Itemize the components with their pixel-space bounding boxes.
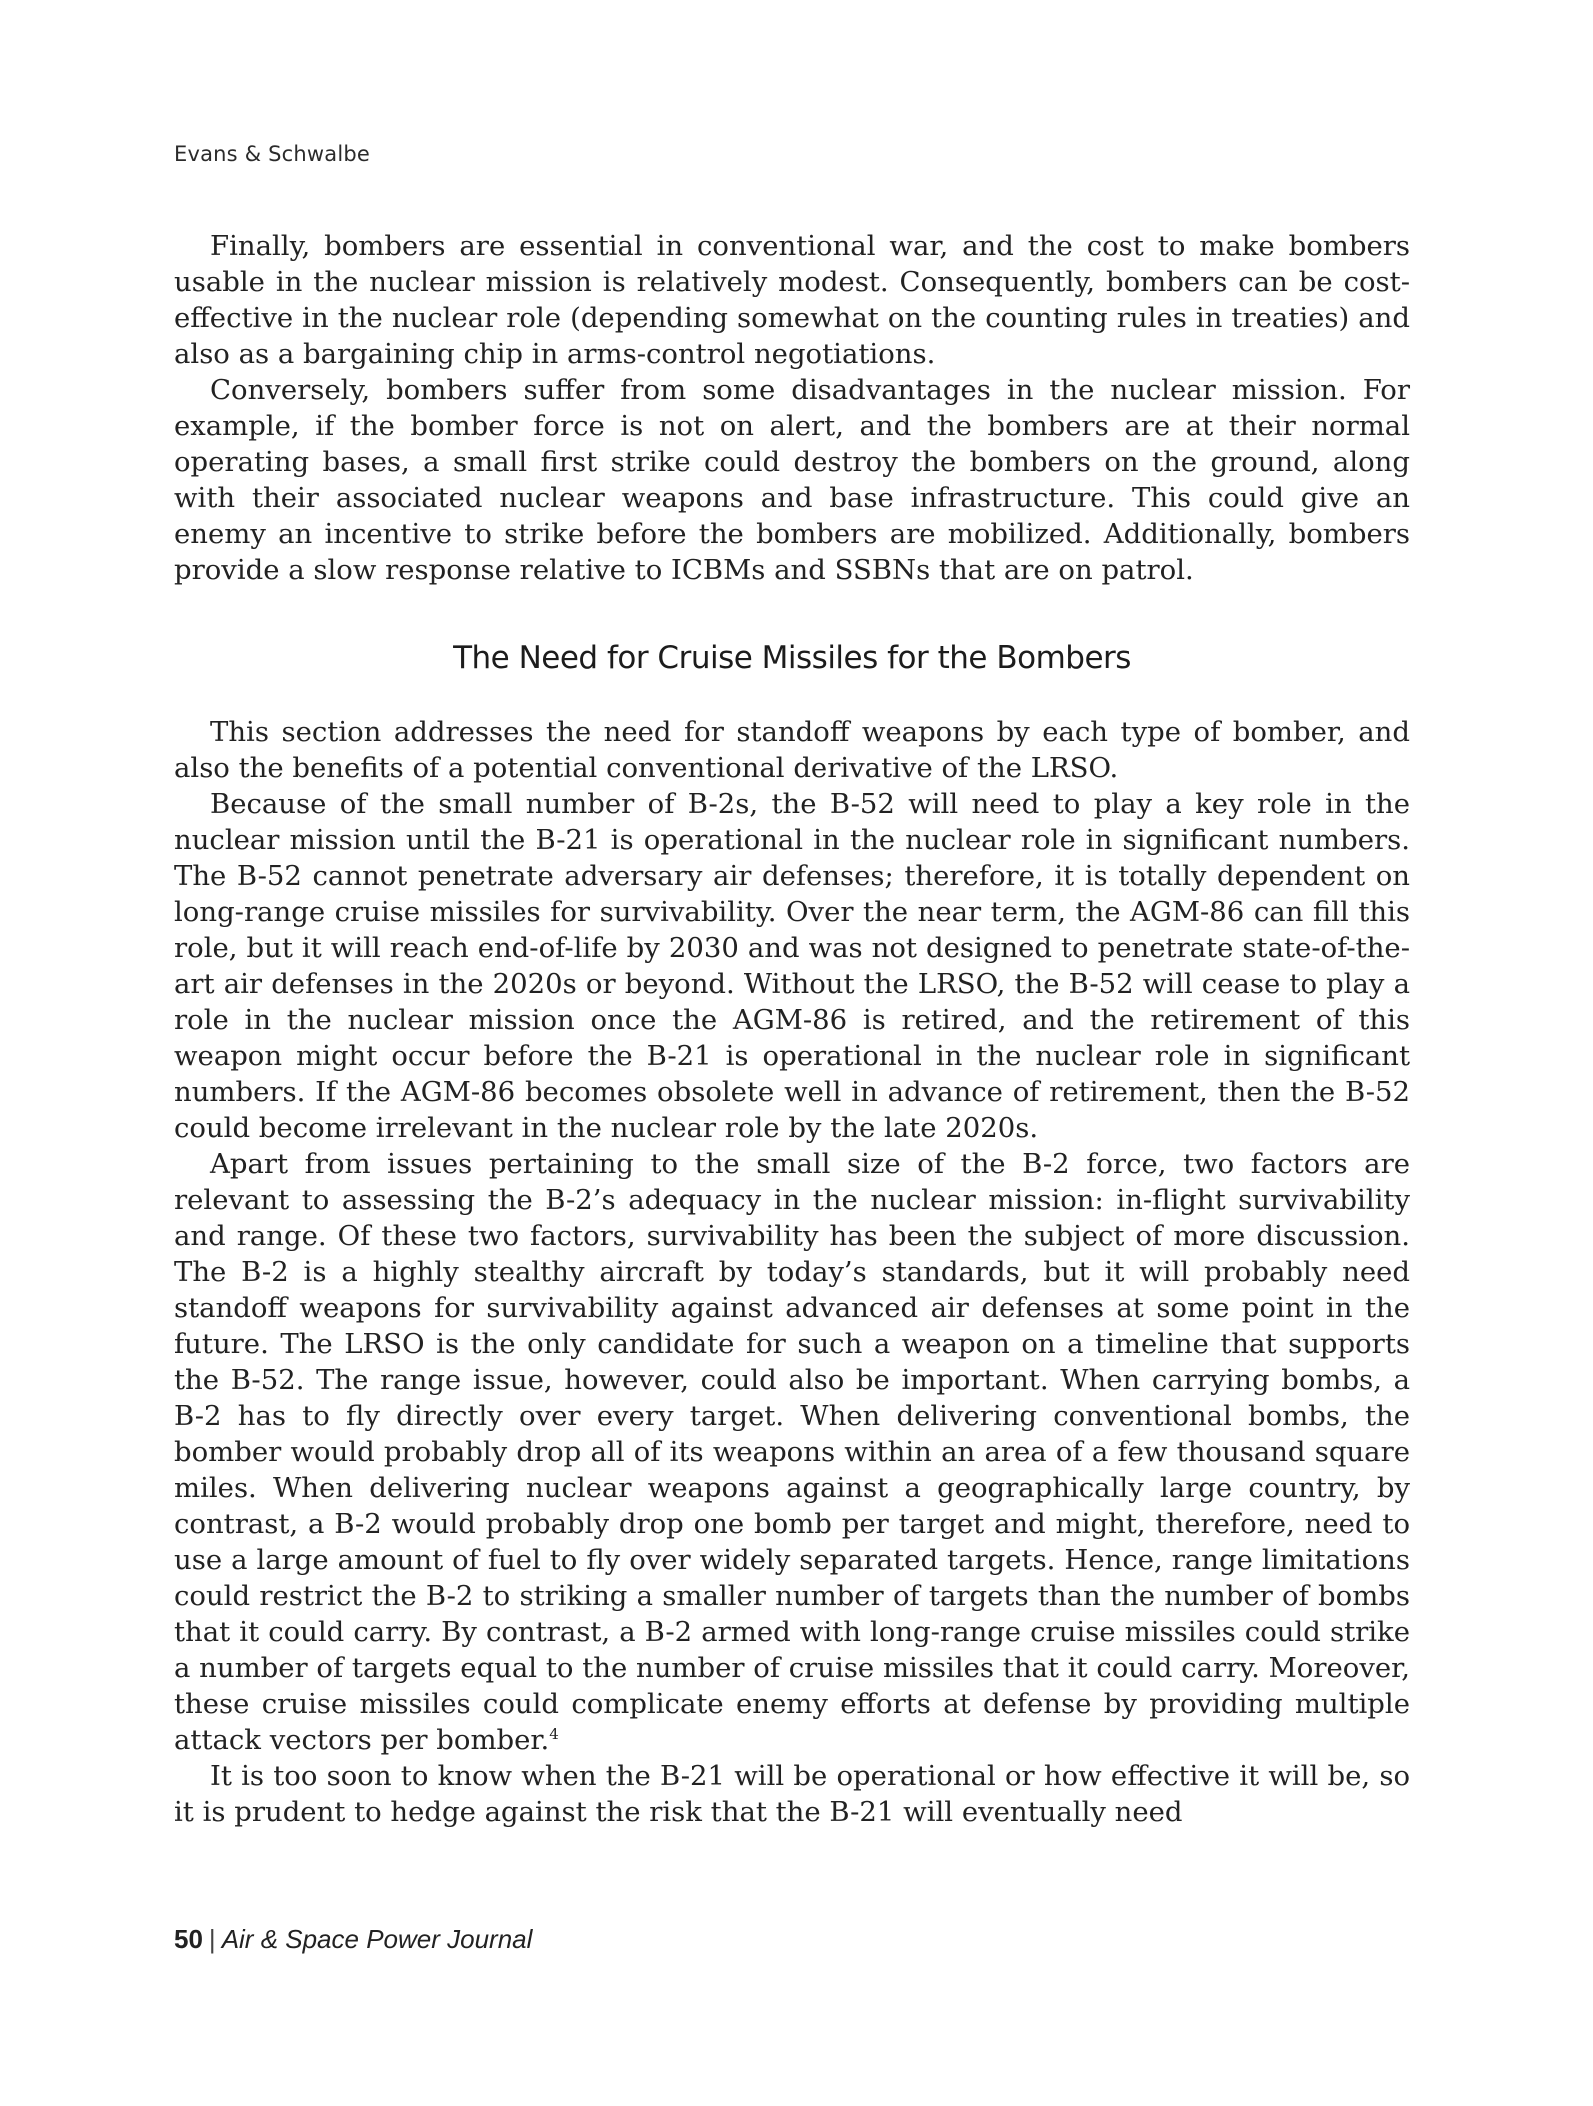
paragraph: This section addresses the need for standoff weapons by each type of bomber, and also the benefits of a potential conventional derivative of the LRSO.	[174, 716, 1410, 784]
paragraph: Finally, bombers are essential in conventional war, and the cost to make bombers usable in the nuclear mission is relatively modest. Consequently, bombers can be cost-effective in the nuclear role (depending somewhat on the counting rules in treaties) and also as a bargaining chip in arms-control negotiations.	[174, 230, 1410, 370]
page-number: 50	[174, 1924, 203, 1954]
paragraph: It is too soon to know when the B-21 will be operational or how effective it will be, so it is prudent to hedge against the risk that the B-21 will eventually need	[174, 1760, 1410, 1828]
paragraph: Because of the small number of B-2s, the B-52 will need to play a key role in the nuclear mission until the B-21 is operational in the nuclear role in significant numbers. The B-52 cannot penetrate adversary air defenses; therefore, it is totally dependent on long-range cruise missiles for survivability. Over the near term, the AGM-86 can fill this role, but it will reach end-of-life by 2030 and was not designed to penetrate state-of-the-art air defenses in the 2020s or beyond. Without the LRSO, the B-52 will cease to play a role in the nuclear mission once the AGM-86 is retired, and the retirement of this weapon might occur before the B-21 is operational in the nuclear role in significant numbers. If the AGM-86 becomes obsolete well in advance of retirement, then the B-52 could become irrelevant in the nuclear role by the late 2020s.	[174, 788, 1410, 1144]
footer-separator: |	[208, 1924, 216, 1954]
body-text-before-heading	[174, 228, 1410, 588]
paragraph-text: Apart from issues pertaining to the small size of the B-2 force, two factors are relevant to assessing the B-2’s adequacy in the nuclear mission: in-flight survivability and range. Of these two factors, survivability has been the subject of more discussion. The B-2 is a highly stealthy aircraft by today’s standards, but it will probably need standoff weapons for survivability against advanced air defenses at some point in the future. The LRSO is the only candidate for such a weapon on a timeline that supports the B-52. The range issue, however, could also be important. When carrying bombs, a B-2 has to fly directly over every target. When delivering conventional bombs, the bomber would probably drop all of its weapons within an area of a few thousand square miles. When delivering nuclear weapons against a geographically large country, by contrast, a B-2 would probably drop one bomb per target and might, therefore, need to use a large amount of fuel to fly over widely separated targets. Hence, range limitations could restrict the B-2 to striking a smaller number of targets than the number of bombs that it could carry. By contrast, a B-2 armed with long-range cruise missiles could strike a number of targets equal to the number of cruise missiles that it could carry. Moreover, these cruise missiles could complicate enemy efforts at defense by providing multiple attack vectors per bomber.	[174, 1148, 1410, 1756]
paragraph-with-footnote	[174, 1146, 1410, 1758]
running-head: Evans & Schwalbe	[174, 142, 371, 166]
section-heading: The Need for Cruise Missiles for the Bombers	[453, 640, 1131, 676]
page-footer	[174, 1924, 532, 1955]
paragraph: Conversely, bombers suffer from some disadvantages in the nuclear mission. For example, if the bomber force is not on alert, and the bombers are at their normal operating bases, a small first strike could destroy the bombers on the ground, along with their associated nuclear weapons and base infrastructure. This could give an enemy an incentive to strike before the bombers are mobilized. Additionally, bombers provide a slow response relative to ICBMs and SSBNs that are on patrol.	[174, 374, 1410, 586]
journal-title: Air & Space Power Journal	[221, 1924, 533, 1954]
footnote-marker[interactable]: 4	[549, 1724, 559, 1743]
body-text-after-heading	[174, 714, 1410, 1830]
